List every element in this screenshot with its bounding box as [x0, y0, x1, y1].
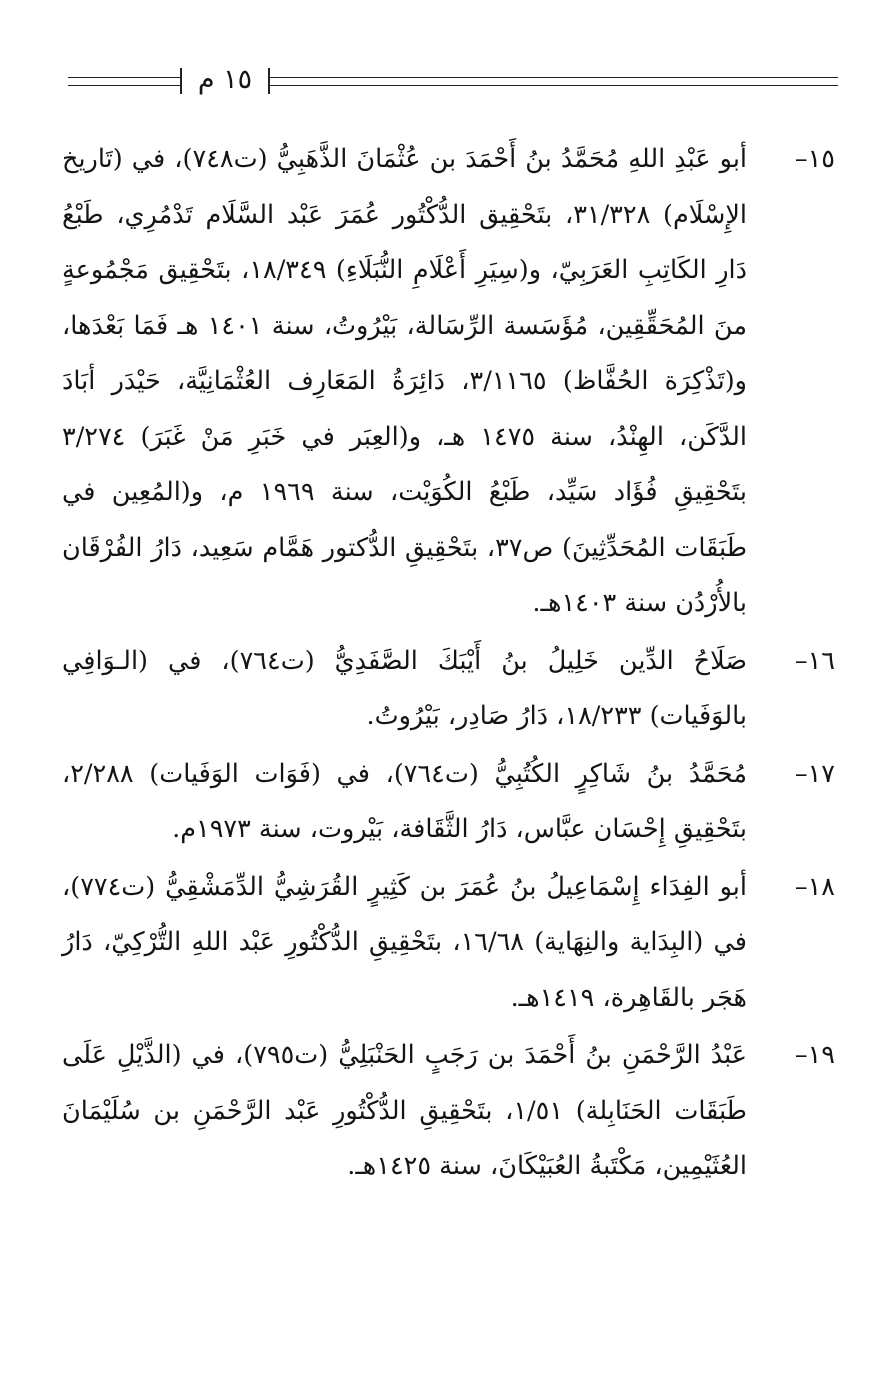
reference-entry-15 — [62, 132, 835, 632]
header-rule-left — [68, 77, 180, 86]
page-number: ١٥ م — [197, 64, 253, 95]
entry-number: ١٥– — [794, 144, 835, 174]
entry-text: عَبْدُ الرَّحْمَنِ بنُ أَحْمَدَ بن رَجَبٍ الحَنْبَلِيُّ (ت٧٩٥)، في (الذَّيْلِ عَلَى طَبَقَات الحَنَابِلة) ١/٥١، بتَحْقِيقِ الدُّكْتُورِ عَبْد الرَّحْمَنِ بن سُلَيْمَانَ العُثَيْمِين، مَكْتَبةُ العُبَيْكَانَ، سنة ١٤٢٥هـ. — [62, 1040, 747, 1181]
reference-entry-18 — [62, 860, 835, 1027]
entry-number: ١٨– — [794, 871, 835, 902]
entry-number: ١٧– — [794, 758, 835, 789]
entry-text: صَلَاحُ الدِّين خَلِيلُ بنُ أَيْبَكَ الصَّفَدِيُّ (ت٧٦٤)، في (الـوَافِي بالوَفَيات) ١٨/٢٣٣، دَارُ صَادِر، بَيْرُوتُ. — [62, 645, 747, 731]
reference-entry-16 — [62, 634, 835, 745]
references-list — [62, 132, 835, 1195]
header-rule-right — [270, 77, 838, 86]
entry-number: ١٩– — [794, 1040, 835, 1070]
entry-text: أبو عَبْدِ اللهِ مُحَمَّدُ بنُ أَحْمَدَ بن عُثْمَانَ الذَّهَبِيُّ (ت٧٤٨)، في (تَاريخ الإِسْلَام) ٣١/٣٢٨، بتَحْقِيق الدُّكْتُور عُمَرَ عَبْد السَّلَام تَدْمُرِي، طَبْعُ دَارِ الكَاتِبِ العَرَبِيّ، و(سِيَرِ أَعْلَامِ النُّبَلَاءِ) ١٨/٣٤٩، بتَحْقِيق مَجْمُوعةٍ منَ المُحَقِّقِين، مُؤَسَسة الرِّسَالة، بَيْرُوتُ، سنة ١٤٠١ هـ فَمَا بَعْدَها، و(تَذْكِرَة الحُفَّاظ) ٣/١١٦٥، دَائِرَةُ المَعَارِف العُثْمَانِيَّة، حَيْدَر أبَادَ الدَّكَن، الهِنْدُ، سنة ١٤٧٥ هـ، و(العِبَر في خَبَرِ مَنْ غَبَرَ) ٣/٢٧٤ بتَحْقِيقِ فُؤَاد سَيِّد، طَبْعُ الكُوَيْت، سنة ١٩٦٩ م، و(المُعِين في طَبَقَات المُحَدِّثِينَ) ص٣٧، بتَحْقِيقِ الدُّكتور هَمَّام سَعِيد، دَارُ الفُرْقَان بالأُرْدُن سنة ١٤٠٣هـ. — [62, 144, 747, 618]
reference-entry-19 — [62, 1028, 835, 1195]
header-bar-left — [180, 68, 182, 94]
entry-text: مُحَمَّدُ بنُ شَاكِرٍ الكُتُبِيُّ (ت٧٦٤)، في (فَوَات الوَفَيات) ٢/٢٨٨، بتَحْقِيقِ إِحْسَان عبَّاس، دَارُ الثَّقَافة، بَيْروت، سنة ١٩٧٣م. — [62, 758, 747, 844]
reference-entry-17 — [62, 747, 835, 858]
entry-text: أبو الفِدَاء إِسْمَاعِيلُ بنُ عُمَرَ بن كَثِيرٍ القُرَشِيُّ الدِّمَشْقِيُّ (ت٧٧٤)، في (البِدَاية والنِهَاية) ١٦/٦٨، بتَحْقِيقِ الدُّكْتُورِ عَبْد اللهِ التُّرْكِيّ، دَارُ هَجَر بالقَاهِرة، ١٤١٩هـ. — [62, 871, 747, 1013]
entry-number: ١٦– — [794, 645, 835, 676]
page-header — [58, 62, 838, 102]
